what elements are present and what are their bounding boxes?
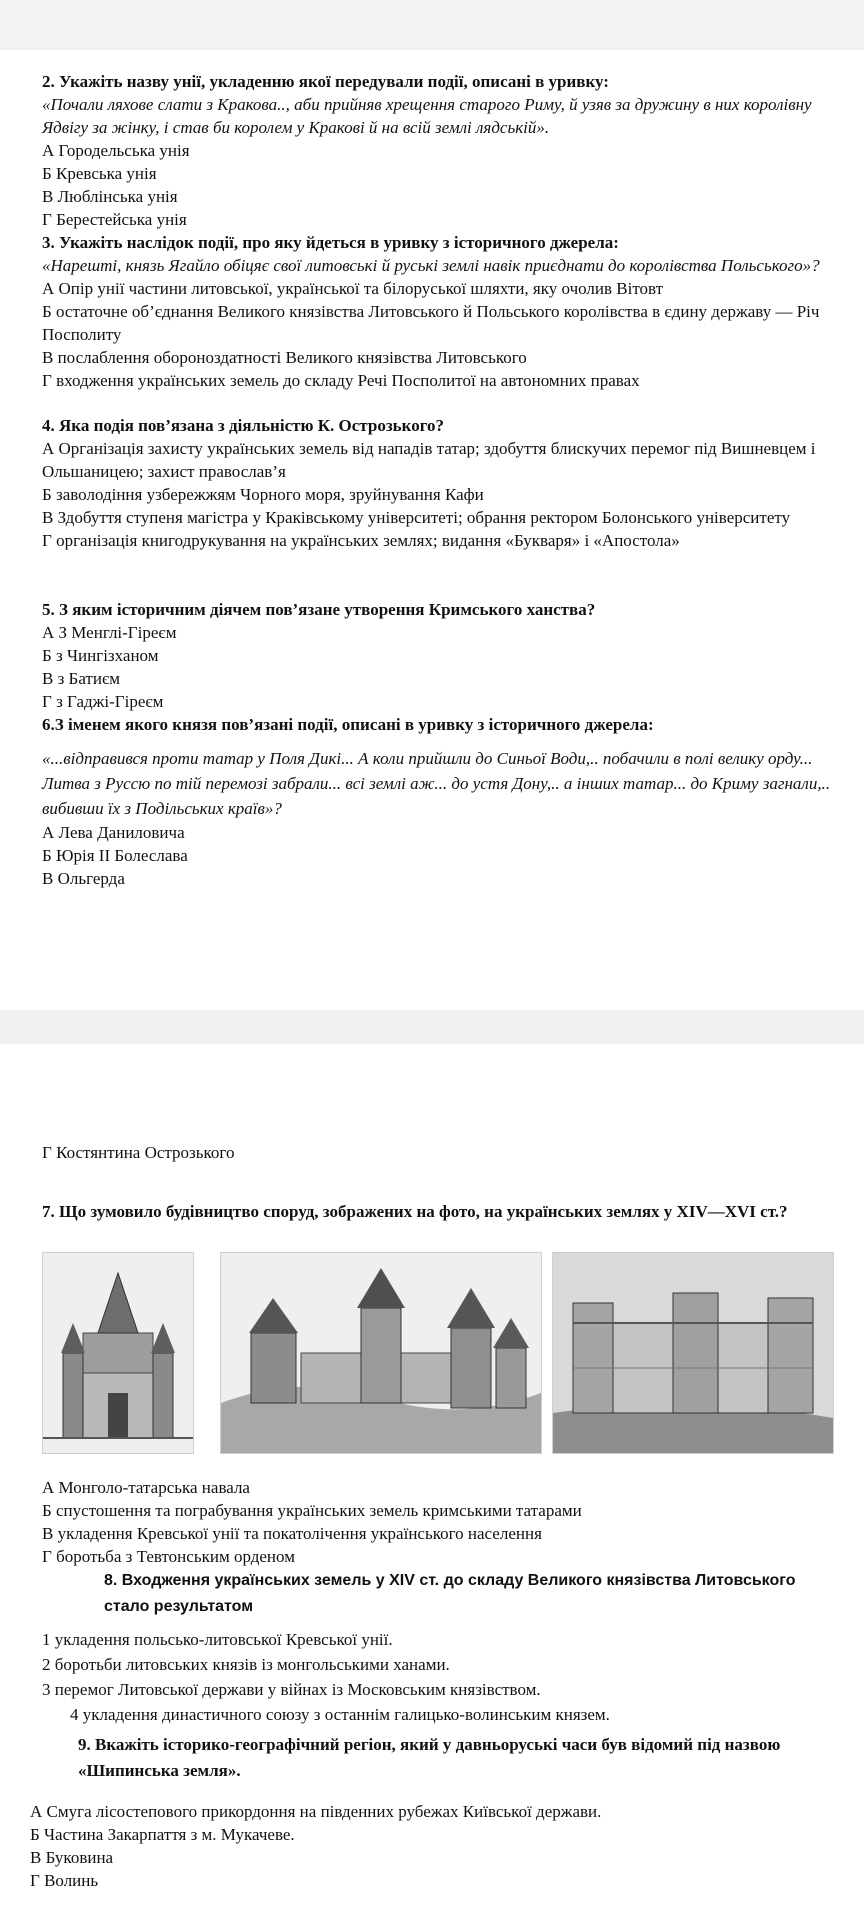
question-9-options xyxy=(30,1800,820,1892)
option[interactable]: 4 укладення династичного союзу з останнім галицько-волинським князем. xyxy=(70,1705,610,1724)
quote: «Нарешті, князь Ягайло обіцяє свої литовські й руські землі навік приєднати до королівства Польського»? xyxy=(42,256,820,275)
option[interactable]: 1 укладення польсько-литовської Кревської унії. xyxy=(42,1630,393,1649)
question-title: 3. Укажіть наслідок події, про яку йдеться в уривку з історичного джерела: xyxy=(42,233,619,252)
question-3 xyxy=(42,231,832,392)
castle-photo-3 xyxy=(552,1252,834,1454)
castle-photo-1 xyxy=(42,1252,194,1454)
question-4 xyxy=(42,414,832,552)
option[interactable]: А Городельська унія xyxy=(42,141,190,160)
option[interactable]: А З Менглі-Гіреєм xyxy=(42,623,177,642)
option[interactable]: 3 перемог Литовської держави у війнах із Московським князівством. xyxy=(42,1680,541,1699)
option[interactable]: Б Юрія II Болеслава xyxy=(42,846,188,865)
castle-photo-2 xyxy=(220,1252,542,1454)
question-title: 4. Яка подія пов’язана з діяльністю К. Острозького? xyxy=(42,416,445,435)
question-title: 6.З іменем якого князя пов’язані події, описані в уривку з історичного джерела: xyxy=(42,715,654,734)
question-6-continued xyxy=(42,1141,832,1164)
option[interactable]: Г з Гаджі-Гіреєм xyxy=(42,692,164,711)
question-title: 5. З яким історичним діячем пов’язане утворення Кримського ханства? xyxy=(42,600,596,619)
question-8-options xyxy=(42,1627,832,1727)
option[interactable]: Г Костянтина Острозького xyxy=(42,1143,235,1162)
top-bar xyxy=(0,0,864,50)
question-6 xyxy=(42,713,832,890)
option[interactable]: Б заволодіння узбережжям Чорного моря, зруйнування Кафи xyxy=(42,485,484,504)
option[interactable]: Г входження українських земель до складу Речі Посполитої на автономних правах xyxy=(42,371,640,390)
option[interactable]: В послаблення обороноздатності Великого князівства Литовського xyxy=(42,348,527,367)
photos-row xyxy=(42,1252,832,1452)
page-break xyxy=(0,1010,864,1044)
quote: «Почали ляхове слати з Кракова.., аби прийняв хрещення старого Риму, й узяв за дружину в них королівну Ядвігу за жінку, і став би королем у Кракові й на всій землі лядській». xyxy=(42,95,812,137)
option[interactable]: В Люблінська унія xyxy=(42,187,178,206)
question-2 xyxy=(42,70,832,231)
question-5 xyxy=(42,598,832,713)
option[interactable]: В укладення Кревської унії та покатолічення українського населення xyxy=(42,1524,542,1543)
option[interactable]: Б остаточне об’єднання Великого князівства Литовського й Польського королівства в єдину державу — Річ Посполиту xyxy=(42,302,820,344)
question-9-title: 9. Вкажіть історико-географічний регіон, який у давньоруські часи був відомий під назвою «Шипинська земля». xyxy=(78,1735,781,1780)
option[interactable]: А Монголо-татарська навала xyxy=(42,1478,250,1497)
quote: «...відправився проти татар у Поля Дикі... А коли прийшли до Синьої Води,.. побачили в полі велику орду... Литва з Руссю по тій перемозі забрали... всі землі аж... до устя Дону,.. а інших татар... до Криму загнали,.. вибивши їх з Подільських країв»? xyxy=(42,749,831,818)
option[interactable]: А Смуга лісостепового прикордоння на південних рубежах Київської держави. xyxy=(30,1802,602,1821)
option[interactable]: В Буковина xyxy=(30,1848,114,1867)
option[interactable]: Б Частина Закарпаття з м. Мукачеве. xyxy=(30,1825,295,1844)
option[interactable]: Б спустошення та пограбування українських земель кримськими татарами xyxy=(42,1501,582,1520)
option[interactable]: А Організація захисту українських земель від нападів татар; здобуття блискучих перемог під Вишневцем і Ольшаницею; захист православ’я xyxy=(42,439,816,481)
option[interactable]: Г організація книгодрукування на українських землях; видання «Букваря» і «Апостола» xyxy=(42,531,680,550)
option[interactable]: Б Кревська унія xyxy=(42,164,157,183)
question-title: 7. Що зумовило будівництво споруд, зображених на фото, на українських землях у XIV—XVI ст.? xyxy=(42,1202,788,1221)
option[interactable]: Б з Чингізханом xyxy=(42,646,159,665)
option[interactable]: А Опір унії частини литовської, української та білоруської шляхти, яку очолив Вітовт xyxy=(42,279,664,298)
question-7-options xyxy=(42,1476,832,1568)
option[interactable]: А Лева Даниловича xyxy=(42,823,185,842)
option[interactable]: 2 боротьби литовських князів із монгольськими ханами. xyxy=(42,1655,450,1674)
option[interactable]: В з Батиєм xyxy=(42,669,121,688)
option[interactable]: В Здобуття ступеня магістра у Краківському університеті; обрання ректором Болонського університету xyxy=(42,508,791,527)
question-7 xyxy=(42,1200,832,1223)
option[interactable]: Г Берестейська унія xyxy=(42,210,187,229)
option[interactable]: Г боротьба з Тевтонським орденом xyxy=(42,1547,295,1566)
question-8-title: 8. Входження українських земель у XIV ст. до складу Великого князівства Литовського стало результатом xyxy=(104,1572,796,1615)
question-title: 2. Укажіть назву унії, укладенню якої передували події, описані в уривку: xyxy=(42,72,609,91)
option[interactable]: Г Волинь xyxy=(30,1871,99,1890)
option[interactable]: В Ольгерда xyxy=(42,869,125,888)
